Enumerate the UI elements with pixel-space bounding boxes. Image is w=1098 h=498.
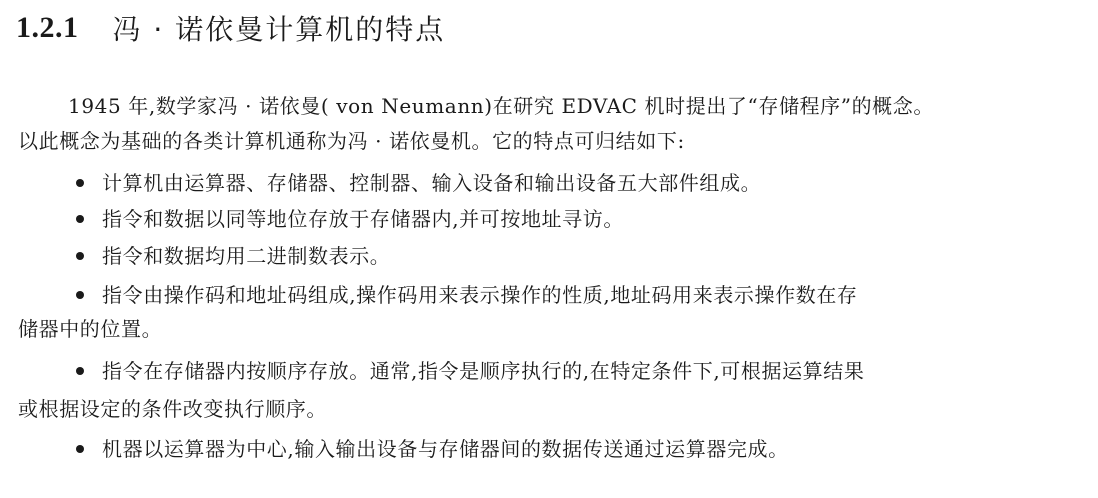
feature-item-5-continuation: 或根据设定的条件改变执行顺序。 — [18, 397, 327, 421]
feature-item-4 — [76, 282, 858, 308]
intro-line-2: 以此概念为基础的各类计算机通称为冯 · 诺依曼机。它的特点可归结如下: — [18, 129, 685, 153]
feature-text: 机器以运算器为中心,输入输出设备与存储器间的数据传送通过运算器完成。 — [102, 437, 789, 461]
feature-text: 指令和数据均用二进制数表示。 — [102, 244, 391, 268]
bullet-icon — [76, 215, 84, 223]
section-heading — [16, 8, 445, 48]
intro-line-1: 1945 年,数学家冯 · 诺依曼( von Neumann)在研究 EDVAC 机时提出了“存储程序”的概念。 — [68, 94, 934, 118]
bullet-icon — [76, 179, 84, 187]
section-title: 冯 · 诺依曼计算机的特点 — [112, 13, 446, 46]
feature-text: 指令和数据以同等地位存放于存储器内,并可按地址寻访。 — [102, 207, 624, 231]
feature-item-1 — [76, 170, 761, 196]
feature-item-4-continuation: 储器中的位置。 — [18, 317, 163, 341]
feature-item-3 — [76, 243, 390, 269]
section-number: 1.2.1 — [16, 11, 79, 44]
feature-text: 指令由操作码和地址码组成,操作码用来表示操作的性质,地址码用来表示操作数在存 — [102, 283, 858, 307]
feature-item-6 — [76, 436, 789, 462]
bullet-icon — [76, 445, 84, 453]
feature-item-5 — [76, 358, 864, 384]
feature-text: 计算机由运算器、存储器、控制器、输入设备和输出设备五大部件组成。 — [102, 171, 762, 195]
bullet-icon — [76, 367, 84, 375]
bullet-icon — [76, 291, 84, 299]
feature-text: 指令在存储器内按顺序存放。通常,指令是顺序执行的,在特定条件下,可根据运算结果 — [102, 359, 865, 383]
bullet-icon — [76, 252, 84, 260]
feature-item-2 — [76, 206, 624, 232]
